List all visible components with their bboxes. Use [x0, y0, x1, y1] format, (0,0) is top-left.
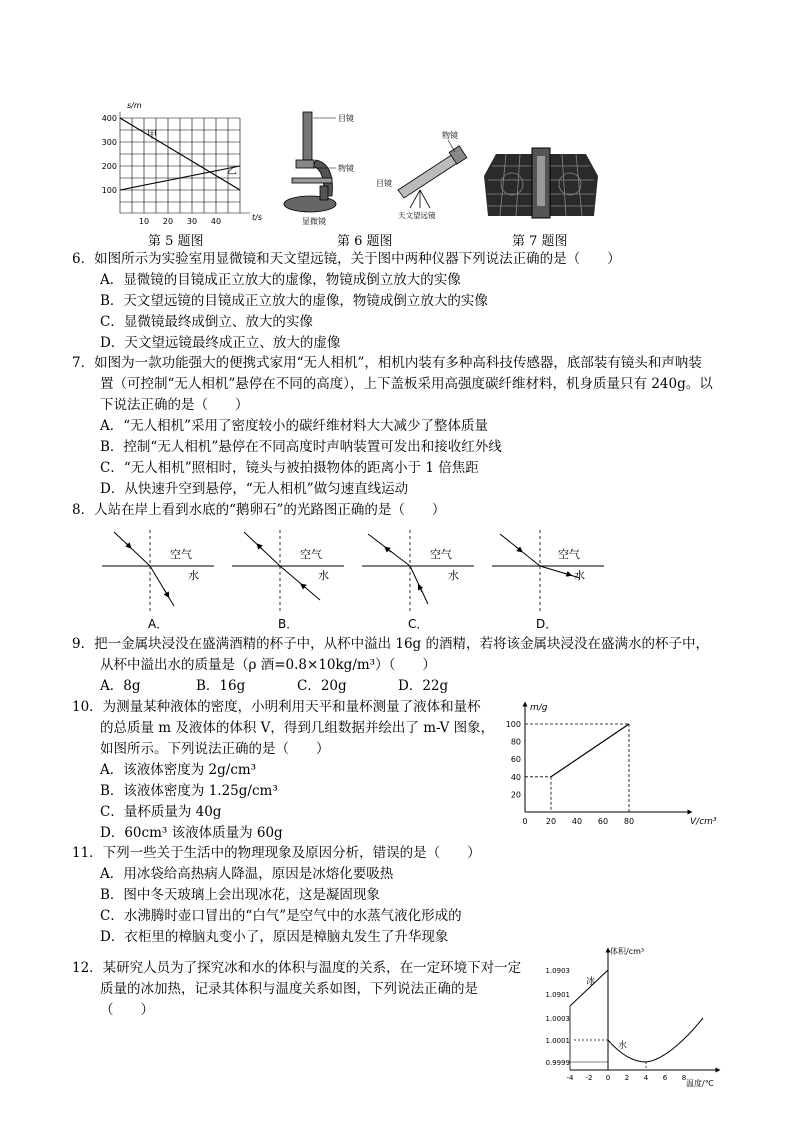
q8-d-water: 水: [574, 569, 585, 582]
q12-ytick: 1.0003: [545, 1015, 570, 1023]
q8-b-air: 空气: [300, 548, 322, 561]
q10-ytick: 80: [510, 737, 521, 747]
q10-option-c: C．量杯质量为 40g: [100, 804, 222, 820]
q9-stem-line1: 9．把一金属块浸没在盛满酒精的杯子中，从杯中溢出 16g 的酒精，若将该金属块浸没在盛满水的杯子中，: [72, 636, 709, 652]
q11-option-d: D．衣柜里的樟脑丸变小了，原因是樟脑丸发生了升华现象: [100, 929, 449, 945]
tel-eyepiece-label: 目镜: [376, 179, 392, 188]
q10-xtick: 60: [597, 817, 609, 826]
fig5-ytick: 400: [101, 114, 117, 123]
q11-stem: 11．下列一些关于生活中的物理现象及原因分析，错误的是（ ）: [72, 845, 481, 861]
q12-ice-line: [570, 970, 608, 1006]
q8-b-water: 水: [318, 569, 329, 582]
q12-ytick: 1.0001: [545, 1037, 570, 1045]
q12-ytick: 1.0901: [545, 991, 570, 999]
q8-diagram-d: [492, 530, 604, 631]
q10-xtick: 20: [545, 817, 557, 826]
q12-xtick: -4: [566, 1074, 574, 1082]
q12-xtick: 8: [681, 1074, 687, 1082]
fig5-ytick: 100: [101, 186, 117, 195]
q8-d-label: D．: [536, 617, 558, 631]
q7-option-d: D．从快速升空到悬停，“无人相机”做匀速直线运动: [100, 481, 409, 497]
q10-ytick: 40: [510, 772, 521, 782]
microscope-drawing: [284, 112, 336, 212]
q10-option-a: A．该液体密度为 2g/cm³: [100, 762, 257, 778]
q8-b-label: B．: [278, 617, 299, 631]
q12-xtick: 2: [624, 1074, 630, 1082]
q7-stem-line3: 下说法正确的是（ ）: [100, 397, 249, 413]
q8-a-label: A．: [148, 617, 169, 631]
tel-label: 天文望远镜: [398, 211, 436, 220]
q12-ice-label: 冰: [586, 977, 596, 987]
fig5-label-yi: 乙: [227, 166, 237, 177]
q9-option-d: D．22g: [398, 678, 449, 694]
q8-a-air: 空气: [170, 548, 192, 561]
q12-ticks: [546, 967, 687, 1082]
q10-ytick: 100: [505, 720, 521, 729]
q9-option-a: A．8g: [100, 678, 141, 694]
q9-stem-line2: 从杯中溢出水的质量是（ρ 酒=0.8×10kg/m³）（ ）: [100, 657, 436, 673]
q12-water-curve: [608, 1018, 703, 1062]
fig6-illustration: [280, 104, 470, 228]
q12-water-label: 水: [618, 1041, 628, 1051]
q10-option-d: D．60cm³ 该液体质量为 60g: [100, 825, 283, 841]
q8-c-label: C．: [408, 617, 429, 631]
mic-eyepiece-label: 目镜: [338, 114, 354, 123]
q10-option-b: B．该液体密度为 1.25g/cm³: [100, 783, 278, 799]
q6-option-d: D．天文望远镜最终成正立、放大的虚像: [100, 335, 341, 351]
q8-stem: 8．人站在岸上看到水底的“鹅卵石”的光路图正确的是（ ）: [72, 502, 446, 518]
q12-ylabel: 体积/cm³: [610, 947, 645, 956]
fig5-grid: [120, 112, 250, 213]
tel-objective-label: 物镜: [442, 131, 458, 140]
q7-option-a: A．“无人相机”采用了密度较小的碳纤维材料大大减少了整体质量: [100, 418, 489, 434]
mic-objective-label: 物镜: [338, 164, 354, 173]
q6-option-a: A．显微镜的目镜成正立放大的虚像，物镜成倒立放大的实像: [100, 272, 461, 288]
telescope-drawing: [398, 146, 467, 208]
q10-stem-line3: 如图所示。下列说法正确的是（ ）: [100, 741, 330, 757]
q11-option-b: B．图中冬天玻璃上会出现冰花，这是凝固现象: [100, 887, 380, 903]
q10-plot: [525, 724, 629, 812]
q8-diagram-a: [102, 530, 214, 631]
q10-xtick: 40: [571, 817, 583, 826]
fig5-caption: 第 5 题图: [148, 234, 204, 249]
q8-diagram-c: [362, 530, 474, 631]
fig5-ytick: 300: [101, 138, 117, 147]
q8-c-water: 水: [448, 569, 459, 582]
q10-xtick: 80: [623, 817, 635, 826]
q12-stem-line3: （ ）: [100, 1002, 154, 1018]
q10-xlabel: V/cm³: [690, 817, 717, 827]
q8-a-water: 水: [188, 569, 199, 582]
fig5-xlabel: t/s: [252, 213, 262, 222]
fig5-graph: [95, 98, 270, 228]
q12-xtick: 0: [605, 1074, 611, 1082]
mic-label: 显微镜: [302, 217, 326, 226]
q12-ytick: 0.9999: [545, 1059, 570, 1067]
q7-stem-line1: 7．如图为一款功能强大的便携式家用“无人相机”，相机内装有多种高科技传感器，底部装有镜头和声呐装: [72, 355, 702, 371]
q12-stem-line1: 12．某研究人员为了探究冰和水的体积与温度的关系，在一定环境下对一定: [72, 960, 522, 976]
fig5-xtick: 30: [186, 217, 198, 226]
fig6-caption: 第 6 题图: [337, 234, 393, 249]
q7-option-c: C．“无人相机”照相时，镜头与被拍摄物体的距离小于 1 倍焦距: [100, 460, 479, 476]
q12-xtick: 4: [643, 1074, 649, 1082]
q9-option-b: B．16g: [196, 678, 246, 694]
fig5-ylabel: s/m: [127, 101, 142, 110]
q8-c-air: 空气: [430, 548, 452, 561]
q12-xtick: -2: [585, 1074, 593, 1082]
q12-xlabel: 温度/℃: [686, 1079, 714, 1088]
q10-xtick: 0: [522, 817, 528, 826]
fig5-xtick: 40: [210, 217, 222, 226]
q10-ytick: 20: [510, 790, 521, 800]
q6-option-b: B．天文望远镜的目镜成正立放大的虚像，物镜成倒立放大的实像: [100, 293, 488, 309]
q6-option-c: C．显微镜最终成倒立、放大的实像: [100, 314, 313, 330]
fig7-caption: 第 7 题图: [512, 234, 568, 249]
q12-xtick: 6: [662, 1074, 668, 1082]
fig7-drone-image: [482, 146, 600, 222]
q10-ytick: 60: [510, 755, 521, 765]
q10-series-line: [551, 724, 629, 777]
q8-d-air: 空气: [558, 548, 580, 561]
fig5-xtick: 20: [162, 217, 174, 226]
fig5-ytick: 200: [101, 162, 117, 171]
q9-option-c: C．20g: [297, 678, 347, 694]
q11-option-a: A．用冰袋给高热病人降温，原因是冰熔化要吸热: [100, 866, 394, 882]
fig5-xtick: 10: [138, 217, 150, 226]
q11-option-c: C．水沸腾时壶口冒出的“白气”是空气中的水蒸气液化形成的: [100, 908, 462, 924]
fig5-label-jia: 甲: [147, 130, 157, 141]
q12-ytick: 1.0903: [545, 967, 570, 975]
q10-stem-line1: 10．为测量某种液体的密度，小明利用天平和量杯测量了液体和量杯: [72, 699, 481, 715]
q10-mv-graph: [500, 700, 730, 830]
q10-ylabel: m/g: [530, 703, 548, 713]
q12-stem-line2: 质量的冰加热，记录其体积与温度关系如图，下列说法正确的是: [100, 981, 478, 997]
q8-diagrams: [96, 528, 616, 634]
q12-volume-temp-graph: [540, 944, 730, 1094]
q6-stem: 6．如图所示为实验室用显微镜和天文望远镜，关于图中两种仪器下列说法正确的是（ ）: [72, 251, 621, 267]
q7-stem-line2: 置（可控制“无人相机”悬停在不同的高度），上下盖板采用高强度碳纤维材料，机身质量只有 240g。以: [100, 376, 713, 392]
q8-diagram-b: [232, 530, 344, 631]
q7-option-b: B．控制“无人相机”悬停在不同高度时声呐装置可发出和接收红外线: [100, 439, 502, 455]
q10-stem-line2: 的总质量 m 及液体的体积 V，得到几组数据并绘出了 m-V 图象，: [100, 720, 495, 736]
